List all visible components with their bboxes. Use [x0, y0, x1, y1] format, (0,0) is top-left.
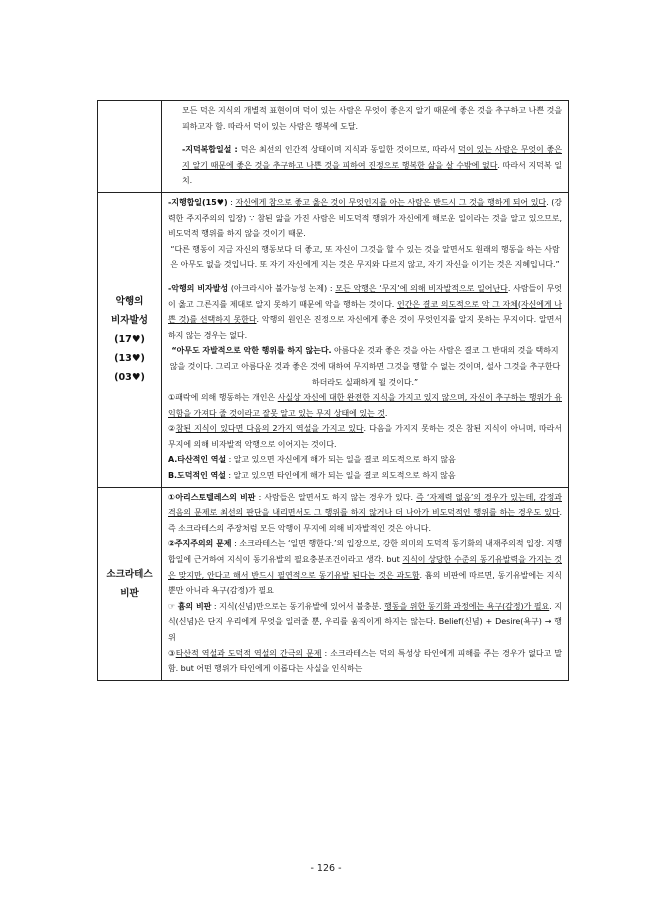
section-label	[98, 192, 162, 487]
underlined-text: 즉 ‘자제력 없음’의 경우가 있는데, 감정과 격음의 문제로 최선의 판단을 내리면서도 그 행위를 하지 않거나 더 나아가 비도덕적인 행위를 하는 경우도 있다	[168, 492, 562, 518]
text-run: ③	[168, 648, 176, 658]
bold-text: “아무도 자발적으로 악한 행위를 하지 않는다.	[171, 346, 332, 356]
section-content	[162, 192, 569, 487]
underlined-text: 자신에게 참으로 좋고 옳은 것이 무엇인지를 아는 사람은 반드시 그 것을 행하게 되어 있다	[235, 197, 547, 207]
text-run: : 사람들은 알면서도 하지 않는 경우가 있다.	[255, 492, 417, 502]
text-run: . 따라서 지덕복 일치.	[182, 160, 563, 186]
text-run: 덕은 최선의 인간적 상태이며 지식과 동일한 것이므로, 따라서	[240, 145, 459, 155]
section-label-line: (17♥)	[114, 334, 145, 346]
bold-text: ②주지주의의 문제	[168, 539, 232, 549]
bold-text: -악행의 비자발성	[168, 283, 229, 293]
section-row	[98, 101, 569, 193]
section-row	[98, 192, 569, 487]
text-run: . 즉 소크라테스의 주장처럼 모든 악행이 무지에 의해 비자발적인 것은 아니다.	[168, 508, 562, 533]
underlined-text: 사실상 자신에 대한 완전한 지식을 가지고 있지 않으며, 자신이 추구하는 행위가 유익함을 가져다 줄 것이라고 잘못 알고 있는 무지 상태에 있는 것	[168, 393, 562, 418]
text-run: : 알고 있으면 타인에게 해가 되는 일을 결코 의도적으로 하지 않음	[225, 471, 456, 481]
section-label	[98, 487, 162, 680]
page-number: - 126 -	[310, 863, 342, 874]
bold-text: ①아리스토텔레스의 비판	[168, 492, 256, 502]
paragraph	[168, 599, 562, 646]
section-label	[98, 101, 162, 193]
paragraph	[168, 421, 562, 452]
paragraph	[168, 536, 562, 598]
bold-text: -지덕복합일설 :	[182, 145, 241, 155]
section-label-line: (03♥)	[114, 372, 145, 384]
paragraph	[168, 142, 562, 189]
text-run: : 지식(신념)만으로는 동기유발에 있어서 불충분.	[211, 601, 385, 611]
section-label-line: 악행의	[115, 296, 144, 308]
text-run: : 소크라테스는 덕의 특성상 타인에게 피해를 주는 경우가 없다고 말함. but 어떤 행위가 타인에게 이롭다는 사실을 인식하는	[168, 648, 562, 674]
section-label-line: 비판	[120, 587, 139, 599]
section-label-line: 비자발성	[110, 315, 149, 327]
text-run: . 다음을 가지지 못하는 것은 참된 지식이 아니며, 따라서 무지에 의해 비자발적 악행으로 이어지는 것이다.	[168, 424, 562, 449]
underlined-text: 타산적 역설과 도덕적 역설의 간극의 문제	[175, 648, 322, 658]
text-run: 아름다운 것과 좋은 것을 아는 사람은 결코 그 반대의 것을 택하지 않을 것이다. 그리고 아름다운 것과 좋은 것에 대하여 무지하면 그것을 행할 수 없는 것이며, 설사 그것을 추구한다 하더라도 실패하게 될 것이다.”	[169, 346, 561, 387]
paragraph	[168, 242, 562, 273]
text-run: . 지식(신념)은 단지 우리에게 무엇을 일러줄 뿐, 우리를 움직이게 하지는 않는다. Belief(신념) + Desire(욕구) → 행위	[168, 601, 562, 642]
paragraph	[168, 343, 562, 390]
text-run: :	[227, 197, 236, 207]
paragraph	[168, 195, 562, 242]
paragraph	[168, 646, 562, 677]
text-run: : 알고 있으면 자신에게 해가 되는 일을 결코 의도적으로 하지 않음	[226, 455, 456, 465]
text-run: “다른 행동이 지금 자신의 행동보다 더 좋고, 또 자신이 그것을 할 수 있는 것을 알면서도 원래의 행동을 하는 사람은 아무도 없을 것입니다. 또 자기 자신에게 지는 것은 무지와 다르지 않고, 자기 자신을 이기는 것은 지혜입니다.”	[170, 244, 560, 270]
paragraph	[168, 490, 562, 537]
bold-text: 흄의 비판	[177, 601, 212, 611]
text-run: . 악행의 원인은 진정으로 자신에게 좋은 것이 무엇인지를 알지 못하는 무지이다. 알면서 하지 않는 경우는 없다.	[168, 315, 562, 340]
text-run: : 소크라테스는 ‘일면 행한다.’의 입장으로, 강한 의미의 도덕적 동기화의 내재주의적 입장. 지행합일에 근거하여 지식이 동기유발의 필요충분조건이라고 생각. but	[168, 539, 562, 565]
section-content	[162, 487, 569, 680]
notes-table	[97, 100, 569, 681]
paragraph	[168, 281, 562, 343]
section-content	[162, 101, 569, 193]
underlined-text: 행동을 위한 동기화 과정에는 욕구(감정)가 필요	[384, 601, 550, 611]
text-run: ☞	[168, 601, 178, 611]
bold-text: A.타산적인 역설	[168, 455, 227, 465]
text-run: (아크라시아 불가능성 논제) :	[228, 283, 336, 293]
underlined-text: 덕이 있는 사람은 무엇이 좋은지 알기 때문에 좋은 것을 추구하고 나쁜 것을 피하여 진정으로 행복한 삶을 살 수밖에 없다	[182, 145, 562, 170]
text-run: . 흄의 비판에 따르면, 동기유발에는 지식뿐만 아니라 욕구(감정)가 필요	[168, 570, 562, 596]
text-run: 모든 덕은 지식의 개별적 표현이며 덕이 있는 사람은 무엇이 좋은지 알기 때문에 좋은 것을 추구하고 나쁜 것을 피하고자 함. 따라서 덕이 있는 사람은 행복에 도달.	[182, 106, 562, 131]
underlined-text: 인간은 결코 의도적으로 악 그 자체(자신에게 나쁜 것)를 선택하지 못한다	[168, 299, 562, 325]
section-label-line: (13♥)	[114, 353, 145, 365]
paragraph	[168, 452, 562, 468]
text-run: .	[384, 408, 388, 418]
text-run: . (강력한 주지주의의 입장) ∵ 참된 앎을 가진 사람은 비도덕적 행위가 자신에게 해로운 일이라는 것을 알고 있으므로, 비도덕적 행위를 하지 않을 것이기 때문.	[168, 197, 562, 239]
underlined-text: 참된 지식이 있다면 다음의 2가지 역설을 가지고 있다	[175, 424, 364, 434]
paragraph-gap	[168, 134, 562, 142]
text-run: ②	[168, 424, 176, 434]
underlined-text: 지식이 상당한 수준의 동기유발력을 가지는 것은 맞지만, 안다고 해서 반드시 필연적으로 동기유발 된다는 것은 과도함	[168, 555, 562, 580]
text-run: . 사람들이 무엇이 옳고 그른지를 제대로 알지 못하기 때문에 악을 행하는 것이다.	[168, 283, 562, 309]
paragraph	[168, 390, 562, 421]
paragraph	[168, 468, 562, 484]
underlined-text: 모든 악행은 ‘무지’에 의해 비자발적으로 일어난다	[335, 283, 508, 293]
text-run: ①패락에 의해 행동하는 개인은	[168, 393, 278, 403]
paragraph-gap	[168, 273, 562, 281]
paragraph	[168, 103, 562, 134]
section-label-line: 소크라테스	[106, 568, 153, 580]
bold-text: B.도덕적인 역설	[168, 471, 226, 481]
section-row	[98, 487, 569, 680]
bold-text: -지행합일(15♥)	[168, 197, 228, 207]
